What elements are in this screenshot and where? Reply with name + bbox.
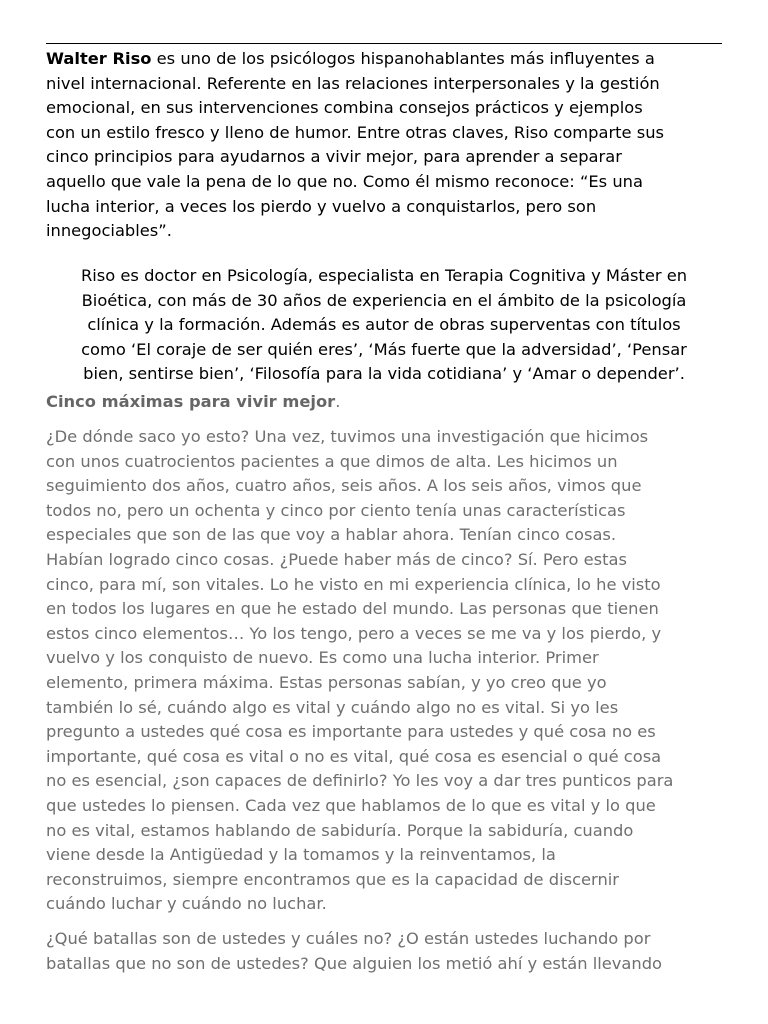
body1-line-18: viene desde la Antigüedad y la tomamos y la reinventamos, la	[46, 845, 556, 865]
intro-line-3: emocional, en sus intervenciones combina consejos prácticos y ejemplos	[46, 98, 643, 118]
body1-line-12: también lo sé, cuándo algo es vital y cuándo algo no es vital. Si yo les	[46, 697, 619, 717]
bio-line-4: como ‘El coraje de ser quién eres’, ‘Más fuerte que la adversidad’, ‘Pensar	[81, 339, 687, 359]
intro-line-1-text: es uno de los psicólogos hispanohablantes más influyentes a	[151, 49, 655, 68]
body1-line-9: estos cinco elementos… Yo los tengo, pero a veces se me va y los pierdo, y	[46, 623, 662, 643]
body2-line-2: batallas que no son de ustedes? Que alguien los metió ahí y están llevando	[46, 953, 663, 973]
intro-line-5: cinco principios para ayudarnos a vivir mejor, para aprender a separar	[46, 147, 622, 167]
body1-line-3: seguimiento dos años, cuatro años, seis años. A los seis años, vimos que	[46, 476, 642, 496]
bio-line-5: bien, sentirse bien’, ‘Filosofía para la vida cotidiana’ y ‘Amar o depender’.	[83, 364, 685, 384]
body1-line-16: que ustedes lo piensen. Cada vez que hablamos de lo que es vital y lo que	[46, 795, 656, 815]
body1-line-11: elemento, primera máxima. Estas personas sabían, y yo creo que yo	[46, 672, 607, 692]
author-name: Walter Riso	[46, 49, 152, 68]
intro-line-1	[46, 47, 722, 72]
bio-line-3: clínica y la formación. Además es autor de obras superventas con títulos	[87, 315, 681, 335]
body1-line-1: ¿De dónde saco yo esto? Una vez, tuvimos una investigación que hicimos	[46, 427, 649, 446]
body-paragraph-2	[46, 927, 722, 976]
body1-line-8: en todos los lugares en que he estado del mundo. Las personas que tienen	[46, 599, 659, 619]
intro-line-6: aquello que vale la pena de lo que no. Como él mismo reconoce: “Es una	[46, 171, 643, 191]
body1-line-7: cinco, para mí, son vitales. Lo he visto en mi experiencia clínica, lo he visto	[46, 574, 661, 594]
body1-line-6: Habían logrado cinco cosas. ¿Puede haber más de cinco? Sí. Pero estas	[46, 549, 627, 569]
bio-paragraph	[46, 264, 722, 387]
body1-line-2: con unos cuatrocientos pacientes a que dimos de alta. Les hicimos un	[46, 451, 618, 471]
body1-line-14: importante, qué cosa es vital o no es vital, qué cosa es esencial o qué cosa	[46, 746, 662, 766]
top-divider	[46, 43, 722, 44]
body1-line-5: especiales que son de las que voy a hablar ahora. Tenían cinco cosas.	[46, 525, 617, 545]
body1-line-17: no es vital, estamos hablando de sabiduría. Porque la sabiduría, cuando	[46, 820, 634, 840]
body1-line-13: pregunto a ustedes qué cosa es importante para ustedes y qué cosa no es	[46, 722, 656, 742]
bio-line-2: Bioética, con más de 30 años de experiencia en el ámbito de la psicología	[81, 290, 687, 310]
section-heading-period: .	[335, 392, 341, 411]
body2-line-1: ¿Qué batallas son de ustedes y cuáles no? ¿O están ustedes luchando por	[46, 929, 651, 948]
body-paragraph-1	[46, 425, 722, 917]
body1-line-15: no es esencial, ¿son capaces de definirlo? Yo les voy a dar tres punticos para	[46, 771, 674, 791]
section-heading-line	[46, 390, 722, 415]
document-page	[46, 0, 722, 1024]
body1-line-19: reconstruimos, siempre encontramos que es la capacidad de discernir	[46, 869, 619, 889]
intro-paragraph	[46, 47, 722, 244]
intro-line-4: con un estilo fresco y lleno de humor. Entre otras claves, Riso comparte sus	[46, 122, 665, 142]
body1-line-20: cuándo luchar y cuándo no luchar.	[46, 894, 327, 914]
body1-line-4: todos no, pero un ochenta y cinco por ciento tenía unas características	[46, 500, 626, 520]
intro-line-8: innegociables”.	[46, 221, 172, 241]
intro-line-2: nivel internacional. Referente en las relaciones interpersonales y la gestión	[46, 73, 660, 93]
section-heading: Cinco máximas para vivir mejor	[46, 392, 336, 411]
bio-line-1: Riso es doctor en Psicología, especialista en Terapia Cognitiva y Máster en	[80, 266, 688, 285]
intro-line-7: lucha interior, a veces los pierdo y vuelvo a conquistarlos, pero son	[46, 196, 597, 216]
body1-line-10: vuelvo y los conquisto de nuevo. Es como una lucha interior. Primer	[46, 648, 599, 668]
